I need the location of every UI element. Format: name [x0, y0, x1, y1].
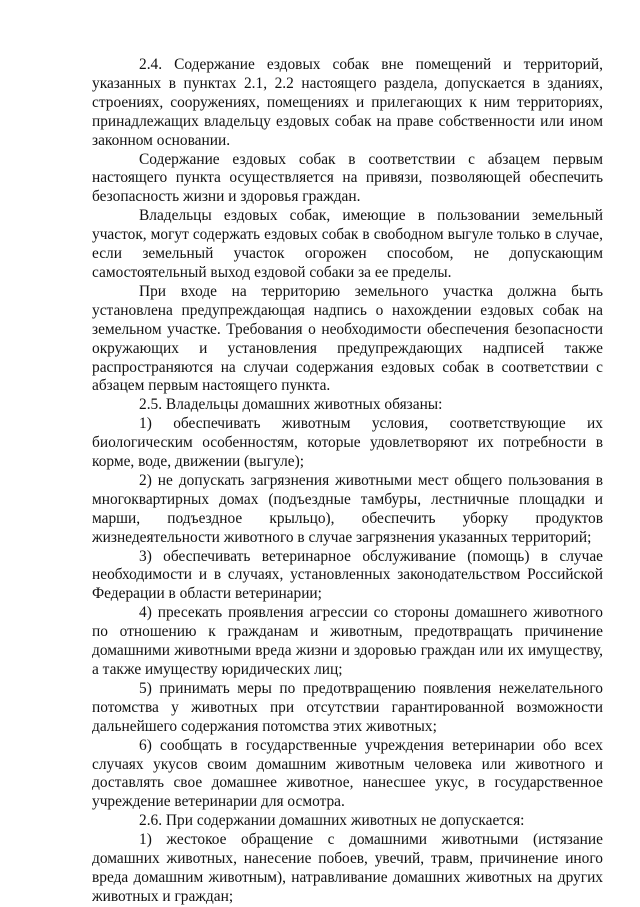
paragraph-warning-sign: При входе на территорию земельного участка должна быть установлена предупреждающая надпись о нахождении ездовых собак на земельном участке. Требования о необходимости обеспечения безопасности окружающих и установления предупреждающих надписей также распространяются на случаи содержания ездовых собак в соответствии с абзацем первым настоящего пункта. [92, 282, 603, 395]
paragraph-2-4: 2.4. Содержание ездовых собак вне помещений и территорий, указанных в пунктах 2.1, 2.2 настоящего раздела, допускается в зданиях, строениях, сооружениях, помещениях и прилегающих к ним территориях, принадлежащих владельцу ездовых собак на праве собственности или ином законном основании. [92, 56, 603, 149]
paragraph-2-5-heading: 2.5. Владельцы домашних животных обязаны: [139, 396, 443, 414]
list-item-2-5-4: 4) пресекать проявления агрессии со стороны домашнего животного по отношению к гражданам и животным, предотвращать причинение домашними животными вреда жизни и здоровью граждан или их имуществу, а также имуществу юридических лиц; [92, 604, 603, 678]
list-item-2-5-1: 1) обеспечивать животным условия, соответствующие их биологическим особенностям, которые удовлетворяют их потребности в корме, воде, движении (выгуле); [92, 415, 603, 471]
paragraph-tether-requirement: Содержание ездовых собак в соответствии с абзацем первым настоящего пункта осуществляется на привязи, позволяющей обеспечить безопасность жизни и здоровья граждан. [92, 150, 603, 206]
list-item-2-5-5: 5) принимать меры по предотвращению появления нежелательного потомства у животных при отсутствии гарантированной возможности дальнейшего содержания потомства этих животных; [92, 679, 603, 735]
list-item-2-6-1: 1) жестокое обращение с домашними животными (истязание домашних животных, нанесение побоев, увечий, травм, причинение иного вреда домашним животным), натравливание домашних животных на других животных и граждан; [92, 831, 603, 905]
list-item-2-5-2: 2) не допускать загрязнения животными мест общего пользования в многоквартирных домах (подъездные тамбуры, лестничные площадки и марши, подъездное крыльцо), обеспечить уборку продуктов жизнедеятельности животного в случае загрязнения указанных территорий; [92, 471, 603, 546]
list-item-2-5-6: 6) сообщать в государственные учреждения ветеринарии обо всех случаях укусов своим домашним животным человека или животного и доставлять свое домашнее животное, нанесшее укус, в государственное учреждение ветеринарии для осмотра. [92, 736, 603, 811]
paragraph-2-6-heading: 2.6. При содержании домашних животных не допускается: [139, 812, 525, 830]
paragraph-free-range-conditions: Владельцы ездовых собак, имеющие в пользовании земельный участок, могут содержать ездовых собак в свободном выгуле только в случае, если земельный участок огорожен способом, не допускающим самостоятельный выход ездовой собаки за ее пределы. [92, 207, 603, 281]
list-item-2-5-3: 3) обеспечивать ветеринарное обслуживание (помощь) в случае необходимости и в случаях, установленных законодательством Российской Федерации в области ветеринарии; [92, 547, 603, 603]
